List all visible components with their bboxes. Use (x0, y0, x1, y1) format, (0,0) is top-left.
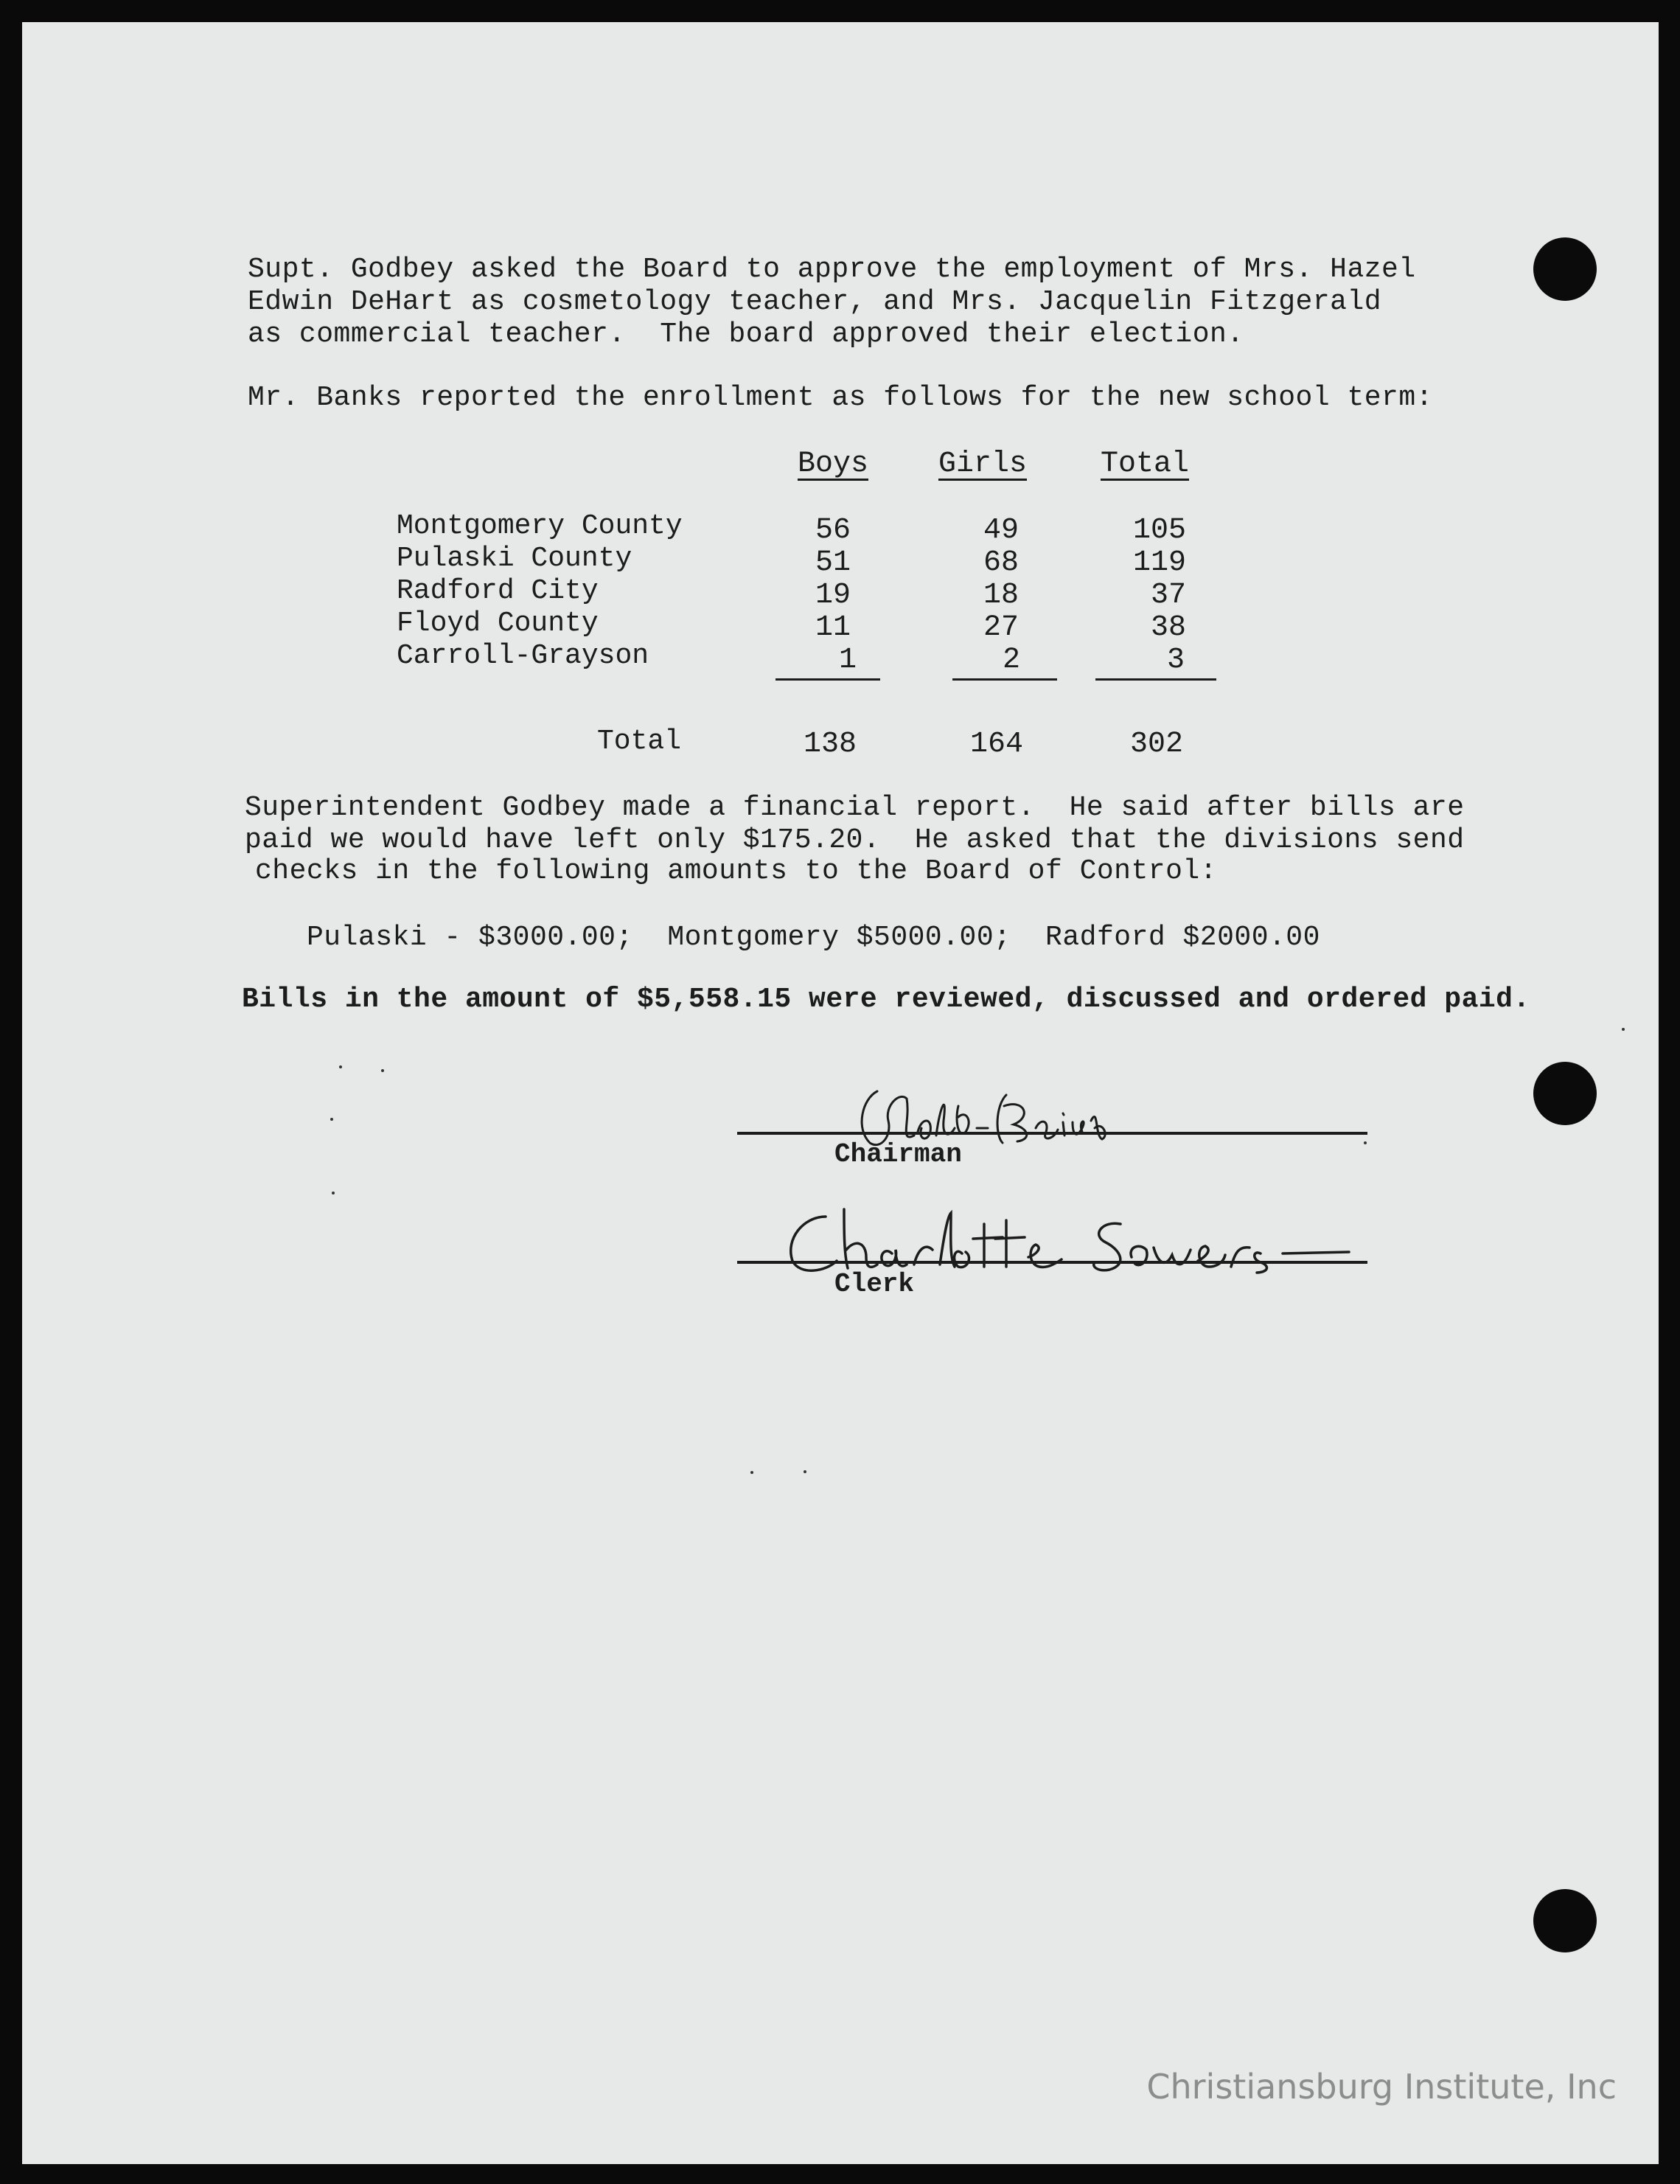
sum-rule-girls (952, 678, 1057, 681)
punch-hole-middle (1533, 1062, 1597, 1125)
punch-hole-top (1533, 237, 1597, 301)
row-name-montgomery: Montgomery County (397, 510, 683, 542)
totals-boys: 138 (803, 728, 857, 761)
totals-girls: 164 (969, 728, 1023, 761)
row-girls-montgomery: 49 (983, 514, 1019, 547)
totals-total: 302 (1129, 728, 1183, 761)
punch-hole-bottom (1533, 1889, 1597, 1952)
row-girls-floyd: 27 (983, 611, 1019, 644)
sum-rule-boys (775, 678, 880, 681)
row-name-radford: Radford City (397, 575, 599, 607)
row-boys-radford: 19 (815, 579, 851, 612)
header-boys: Boys (797, 448, 868, 481)
scan-speck (1622, 1028, 1625, 1031)
document-page (22, 22, 1659, 2164)
row-name-pulaski: Pulaski County (397, 543, 632, 574)
watermark: Christiansburg Institute, Inc (1146, 2067, 1617, 2107)
paragraph-3-line-3: checks in the following amounts to the Board of Control: (255, 855, 1218, 887)
paragraph-1-line-1: Supt. Godbey asked the Board to approve the employment of Mrs. Hazel (248, 254, 1416, 285)
row-girls-pulaski: 68 (983, 546, 1019, 580)
scan-speck (804, 1470, 806, 1473)
scan-speck (339, 1065, 342, 1068)
row-boys-pulaski: 51 (815, 546, 851, 580)
paragraph-1-line-3: as commercial teacher. The board approved their election. (248, 319, 1244, 350)
scan-speck (330, 1118, 333, 1121)
header-girls: Girls (938, 448, 1028, 481)
payment-amounts: Pulaski - $3000.00; Montgomery $5000.00; Radford $2000.00 (307, 922, 1320, 953)
chairman-signature-line (737, 1132, 1367, 1135)
scan-speck (750, 1471, 753, 1474)
paragraph-2: Mr. Banks reported the enrollment as follows for the new school term: (248, 382, 1433, 414)
row-total-carroll-grayson: 3 (1166, 644, 1185, 677)
paragraph-3-line-1: Superintendent Godbey made a financial report. He said after bills are (245, 792, 1465, 824)
paragraph-1-line-2: Edwin DeHart as cosmetology teacher, and Mrs. Jacquelin Fitzgerald (248, 286, 1382, 318)
row-total-floyd: 38 (1150, 611, 1186, 644)
clerk-signature-line (737, 1261, 1367, 1264)
row-total-pulaski: 119 (1132, 546, 1186, 580)
chairman-label: Chairman (834, 1139, 962, 1169)
scan-speck (332, 1192, 335, 1194)
row-name-carroll-grayson: Carroll-Grayson (397, 640, 649, 672)
totals-label: Total (597, 726, 682, 757)
clerk-label: Clerk (834, 1269, 915, 1299)
scan-speck (381, 1069, 384, 1072)
paragraph-4: Bills in the amount of $5,558.15 were reviewed, discussed and ordered paid. (242, 984, 1530, 1015)
row-girls-carroll-grayson: 2 (1002, 644, 1020, 677)
row-boys-carroll-grayson: 1 (838, 644, 857, 677)
paragraph-3-line-2: paid we would have left only $175.20. He asked that the divisions send (245, 824, 1465, 856)
row-boys-floyd: 11 (815, 611, 851, 644)
scan-speck (1364, 1141, 1367, 1144)
row-name-floyd: Floyd County (397, 608, 599, 639)
sum-rule-total (1095, 678, 1216, 681)
row-girls-radford: 18 (983, 579, 1019, 612)
row-total-radford: 37 (1150, 579, 1186, 612)
row-total-montgomery: 105 (1132, 514, 1186, 547)
header-total: Total (1100, 448, 1190, 481)
row-boys-montgomery: 56 (815, 514, 851, 547)
